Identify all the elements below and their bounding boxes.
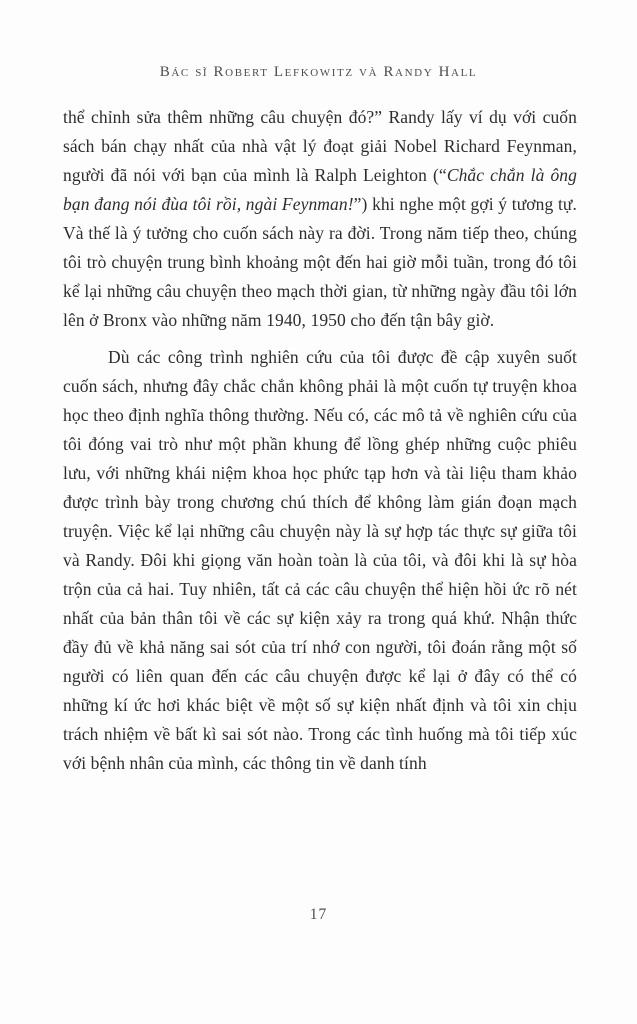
body-text: Dù các công trình nghiên cứu của tôi được đề cập xuyên suốt cuốn sách, nhưng đây chắc chắn không phải là một cuốn tự truyện khoa học theo định nghĩa thông thường. Nếu có, các mô tả về nghiên cứu của tôi đóng vai trò như một phần khung để lồng ghép những cuộc phiêu lưu, với những khái niệm khoa học phức tạp hơn và tài liệu tham khảo được trình bày trong chương chú thích để không làm gián đoạn mạch truyện. Việc kể lại những câu chuyện này là sự hợp tác thực sự giữa tôi và Randy. Đôi khi giọng văn hoàn toàn là của tôi, và đôi khi là sự hòa trộn của cả hai. Tuy nhiên, tất cả các câu chuyện thể hiện hồi ức rõ nét nhất của bản thân tôi về các sự kiện xảy ra trong quá khứ. Nhận thức đầy đủ về khả năng sai sót của trí nhớ con người, tôi đoán rằng một số người có liên quan đến các câu chuyện được kể lại ở đây có thể có những kí ức hơi khác biệt về một số sự kiện nhất định và tôi xin chịu trách nhiệm về bất kì sai sót nào. Trong các tình huống mà tôi tiếp xúc với bệnh nhân của mình, các thông tin về danh tính xyxy=(63,347,577,773)
page-body xyxy=(63,103,577,778)
paragraph xyxy=(63,343,577,778)
italic-text: Chắc chắn là ông bạn đang nói đùa tôi rồi, ngài Feynman! xyxy=(63,165,577,214)
paragraph xyxy=(63,103,577,335)
body-text: ”) khi nghe một gợi ý tương tự. Và thế là ý tưởng cho cuốn sách này ra đời. Trong năm tiếp theo, chúng tôi trò chuyện trung bình khoảng một đến hai giờ mỗi tuần, trong đó tôi kể lại những câu chuyện theo mạch thời gian, từ những ngày đầu tôi lớn lên ở Bronx vào những năm 1940, 1950 cho đến tận bây giờ. xyxy=(63,194,577,330)
page-number: 17 xyxy=(309,906,328,923)
body-text: thể chỉnh sửa thêm những câu chuyện đó?” Randy lấy ví dụ với cuốn sách bán chạy nhất của nhà vật lý đoạt giải Nobel Richard Feynman, người đã nói với bạn của mình là Ralph Leighton (“ xyxy=(63,107,577,185)
running-header: Bác sĩ Robert Lefkowitz và Randy Hall xyxy=(159,64,478,80)
